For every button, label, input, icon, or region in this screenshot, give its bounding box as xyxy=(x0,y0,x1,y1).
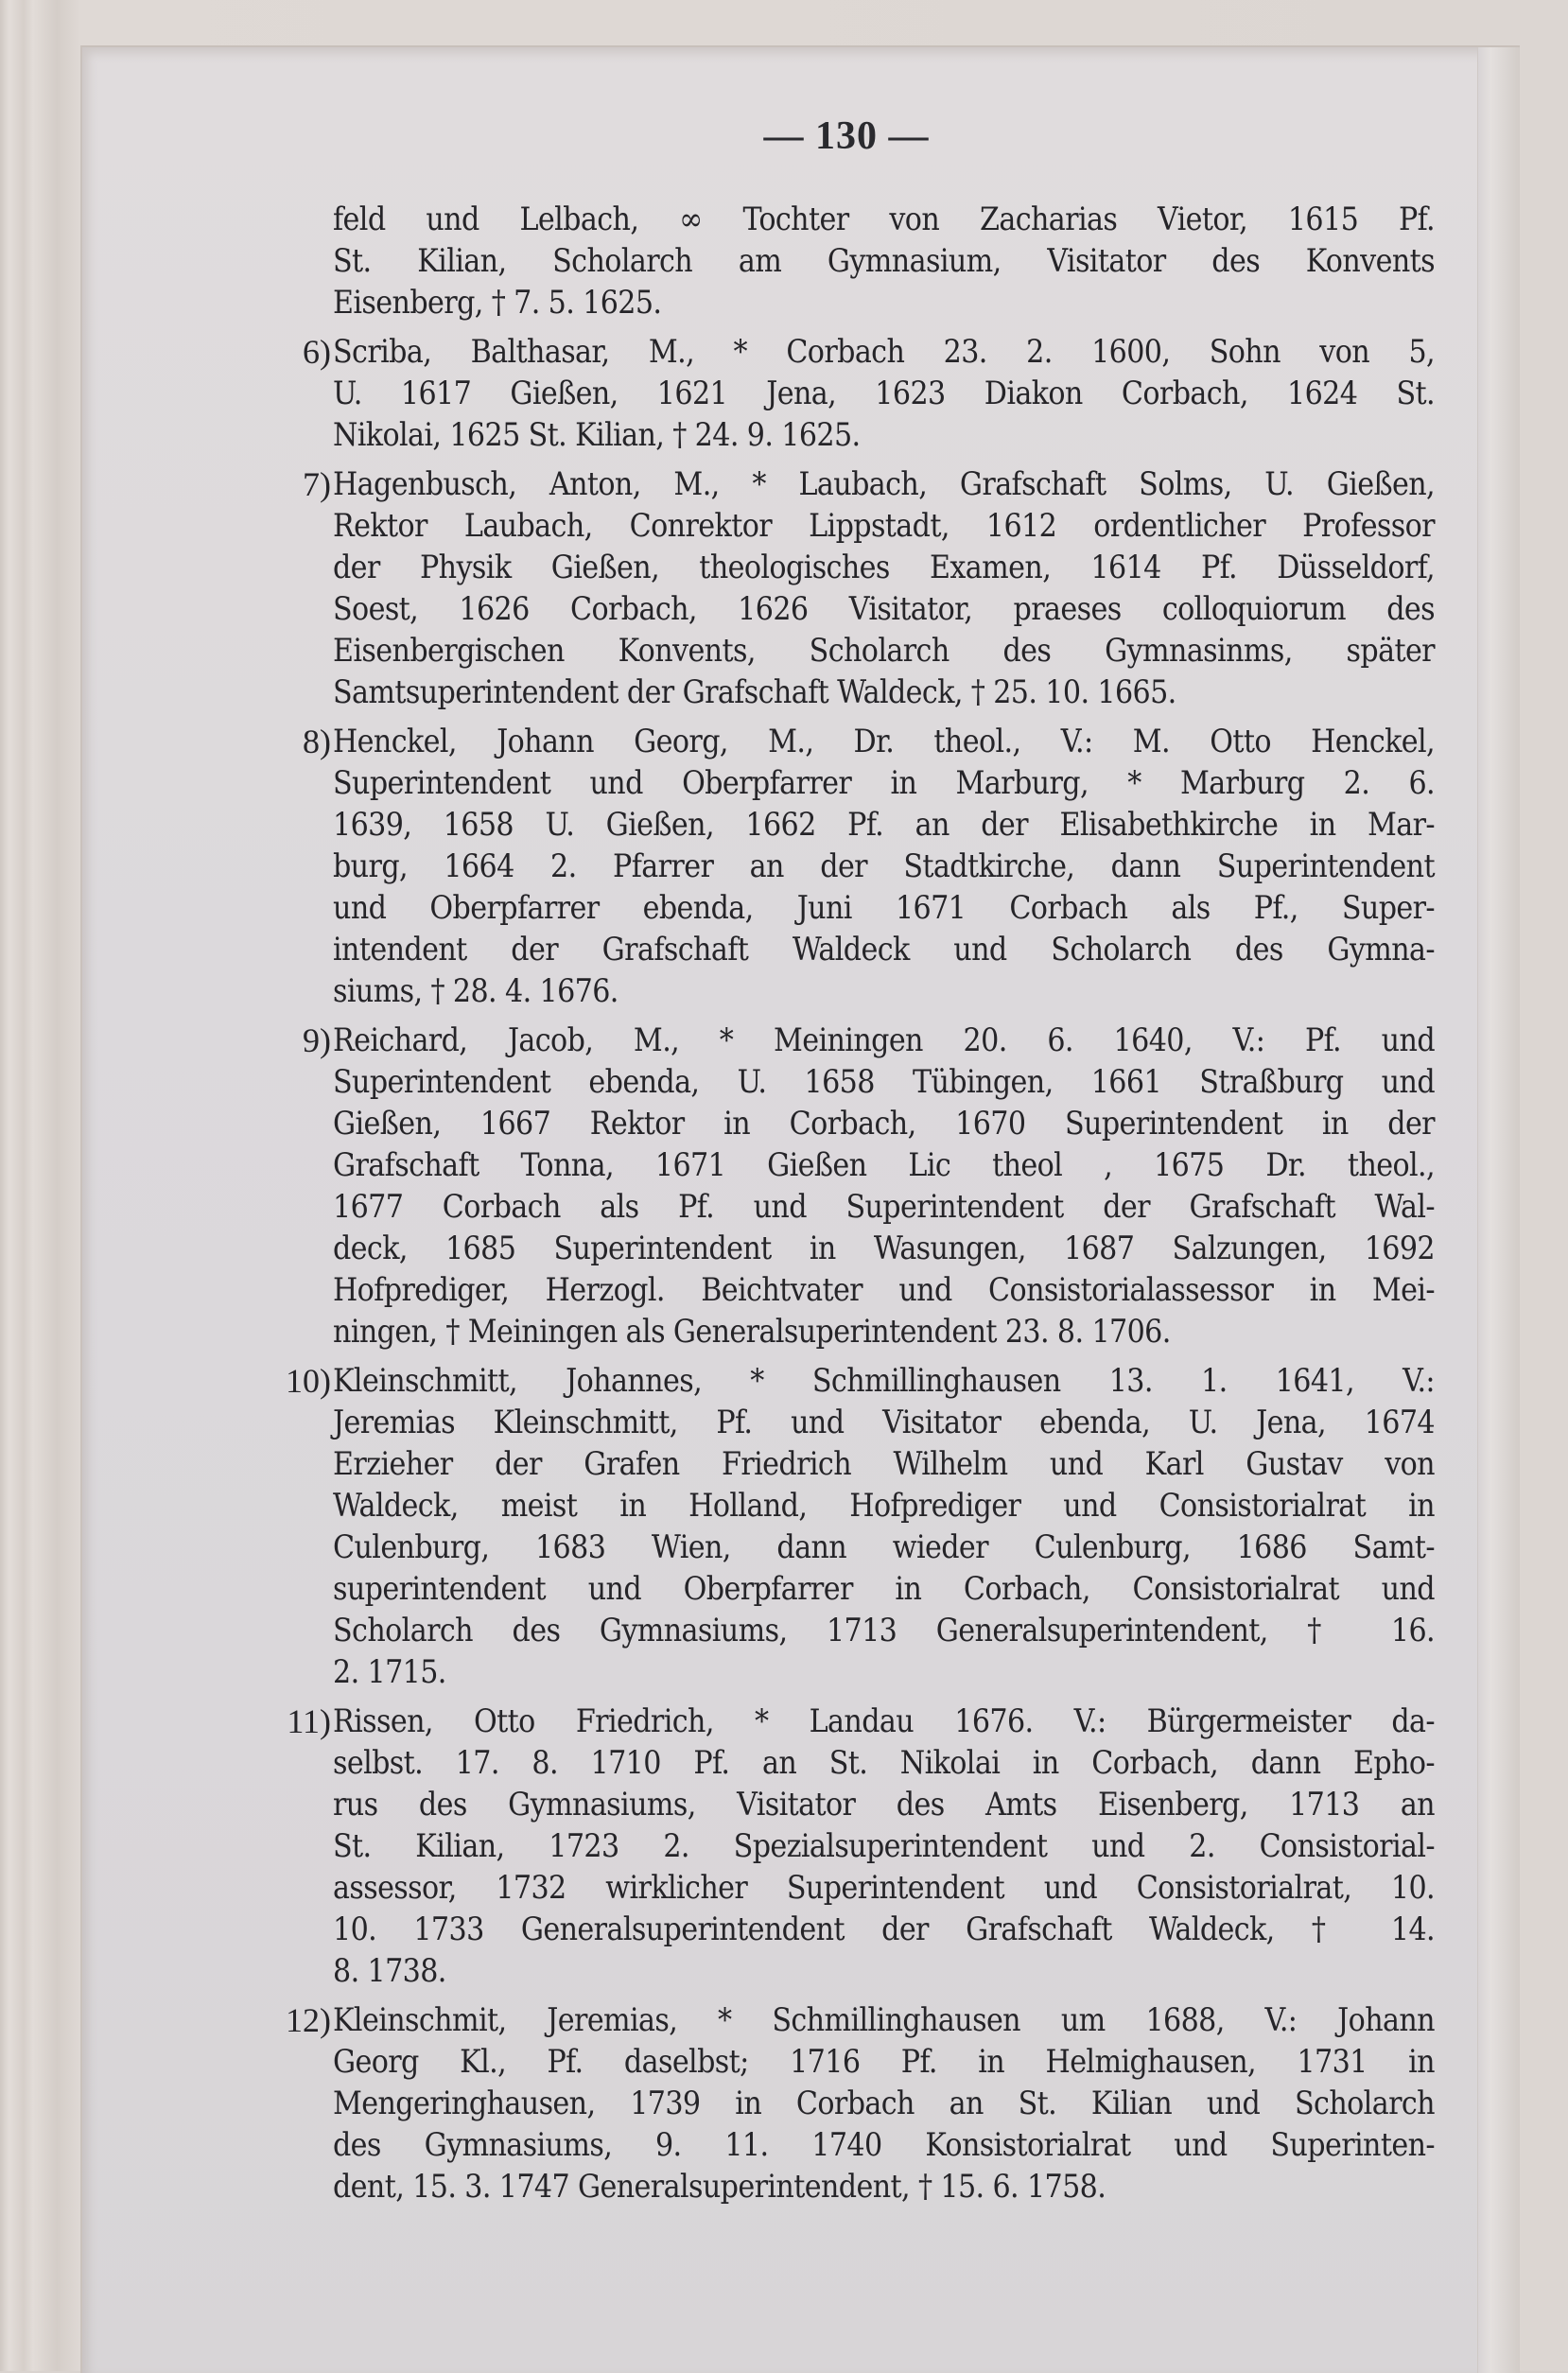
text-line: Soest, 1626 Corbach, 1626 Visitator, praeses colloquiorum des xyxy=(333,590,1435,627)
text-line: Reichard, Jacob, M., * Meiningen 20. 6. 1640, V.: Pf. und xyxy=(333,1021,1435,1058)
text-line: U. 1617 Gießen, 1621 Jena, 1623 Diakon Corbach, 1624 St. xyxy=(333,375,1435,411)
biography-entry-9 xyxy=(303,1020,1435,1352)
entry-number: 6) xyxy=(303,333,331,371)
text-line: Eisenberg, † 7. 5. 1625. xyxy=(333,284,662,321)
text-line: ningen, † Meiningen als Generalsuperintendent 23. 8. 1706. xyxy=(333,1313,1171,1350)
text-line: Hagenbusch, Anton, M., * Laubach, Grafschaft Solms, U. Gießen, xyxy=(333,465,1435,502)
text-line: 8. 1738. xyxy=(333,1952,446,1989)
entry-number: 7) xyxy=(303,465,331,503)
text-line: Rissen, Otto Friedrich, * Landau 1676. V.: Bürgermeister da- xyxy=(333,1702,1435,1739)
page-body xyxy=(286,199,1435,2215)
text-line: Culenburg, 1683 Wien, dann wieder Culenburg, 1686 Samt- xyxy=(333,1528,1435,1565)
text-line: feld und Lelbach, ∞ Tochter von Zacharias Vietor, 1615 Pf. xyxy=(333,201,1435,237)
text-line: Kleinschmitt, Johannes, * Schmillinghausen 13. 1. 1641, V.: xyxy=(333,1362,1435,1399)
text-line: Superintendent ebenda, U. 1658 Tübingen, 1661 Straßburg und xyxy=(333,1063,1435,1100)
text-line: Mengeringhausen, 1739 in Corbach an St. Kilian und Scholarch xyxy=(333,2085,1435,2121)
biography-entry-8 xyxy=(303,721,1435,1012)
text-line: siums, † 28. 4. 1676. xyxy=(333,972,618,1009)
text-line: St. Kilian, 1723 2. Spezialsuperintendent und 2. Consistorial- xyxy=(333,1827,1435,1864)
text-line: Hofprediger, Herzogl. Beichtvater und Consistorialassessor in Mei- xyxy=(333,1271,1435,1308)
text-line: Samtsuperintendent der Grafschaft Waldeck, † 25. 10. 1665. xyxy=(333,673,1176,710)
text-line: Eisenbergischen Konvents, Scholarch des Gymnasinms, später xyxy=(333,632,1435,669)
entry-number: 10) xyxy=(286,1362,331,1400)
text-line: Scriba, Balthasar, M., * Corbach 23. 2. 1600, Sohn von 5, xyxy=(333,333,1435,370)
text-line: selbst. 17. 8. 1710 Pf. an St. Nikolai in Corbach, dann Epho- xyxy=(333,1744,1435,1781)
text-line: 1677 Corbach als Pf. und Superintendent der Grafschaft Wal- xyxy=(333,1188,1435,1225)
text-line: assessor, 1732 wirklicher Superintendent und Consistorialrat, 10. xyxy=(333,1869,1435,1906)
text-line: Nikolai, 1625 St. Kilian, † 24. 9. 1625. xyxy=(333,416,861,453)
entry-number: 12) xyxy=(286,2001,331,2039)
text-line: superintendent und Oberpfarrer in Corbach, Consistorialrat und xyxy=(333,1570,1435,1607)
text-line: Henckel, Johann Georg, M., Dr. theol., V.: M. Otto Henckel, xyxy=(333,723,1435,759)
text-line: burg, 1664 2. Pfarrer an der Stadtkirche, dann Superintendent xyxy=(333,847,1435,884)
text-line: deck, 1685 Superintendent in Wasungen, 1687 Salzungen, 1692 xyxy=(333,1230,1435,1266)
biography-entry-7 xyxy=(303,463,1435,713)
text-line: Rektor Laubach, Conrektor Lippstadt, 1612 ordentlicher Professor xyxy=(333,507,1435,544)
page-number: — 130 — xyxy=(763,114,930,158)
text-line: Kleinschmit, Jeremias, * Schmillinghausen um 1688, V.: Johann xyxy=(333,2001,1435,2038)
entry-number: 11) xyxy=(287,1702,331,1740)
text-line: des Gymnasiums, 9. 11. 1740 Konsistorialrat und Superinten- xyxy=(333,2126,1435,2163)
text-line: Erzieher der Grafen Friedrich Wilhelm und Karl Gustav von xyxy=(333,1445,1435,1482)
text-line: 1639, 1658 U. Gießen, 1662 Pf. an der Elisabethkirche in Mar- xyxy=(333,806,1435,843)
page-right-edge xyxy=(1477,47,1520,2373)
text-line: 2. 1715. xyxy=(333,1653,446,1690)
text-line: Georg Kl., Pf. daselbst; 1716 Pf. in Helmighausen, 1731 in xyxy=(333,2043,1435,2080)
biography-entry-10 xyxy=(286,1360,1435,1693)
entry-number: 9) xyxy=(303,1021,331,1059)
text-line: dent, 15. 3. 1747 Generalsuperintendent, † 15. 6. 1758. xyxy=(333,2168,1106,2205)
text-line: intendent der Grafschaft Waldeck und Scholarch des Gymna- xyxy=(333,931,1435,968)
text-line: Waldeck, meist in Holland, Hofprediger und Consistorialrat in xyxy=(333,1487,1435,1524)
text-line: Jeremias Kleinschmitt, Pf. und Visitator ebenda, U. Jena, 1674 xyxy=(333,1404,1435,1440)
entry-number: 8) xyxy=(303,723,331,760)
continuation-paragraph xyxy=(333,199,1435,323)
text-line: Grafschaft Tonna, 1671 Gießen Lic theol , 1675 Dr. theol., xyxy=(333,1146,1435,1183)
text-line: St. Kilian, Scholarch am Gymnasium, Visitator des Konvents xyxy=(333,242,1435,279)
biography-entry-6 xyxy=(303,331,1435,456)
text-line: und Oberpfarrer ebenda, Juni 1671 Corbach als Pf., Super- xyxy=(333,889,1435,926)
biography-entry-12 xyxy=(286,1999,1435,2207)
text-line: Gießen, 1667 Rektor in Corbach, 1670 Superintendent in der xyxy=(333,1105,1435,1142)
biography-entry-11 xyxy=(287,1701,1435,1992)
text-line: der Physik Gießen, theologisches Examen, 1614 Pf. Düsseldorf, xyxy=(333,549,1435,585)
text-line: Superintendent und Oberpfarrer in Marburg, * Marburg 2. 6. xyxy=(333,764,1435,801)
text-line: rus des Gymnasiums, Visitator des Amts Eisenberg, 1713 an xyxy=(333,1786,1435,1823)
text-line: Scholarch des Gymnasiums, 1713 Generalsuperintendent, † 16. xyxy=(333,1612,1435,1649)
text-line: 10. 1733 Generalsuperintendent der Grafschaft Waldeck, † 14. xyxy=(333,1911,1435,1947)
